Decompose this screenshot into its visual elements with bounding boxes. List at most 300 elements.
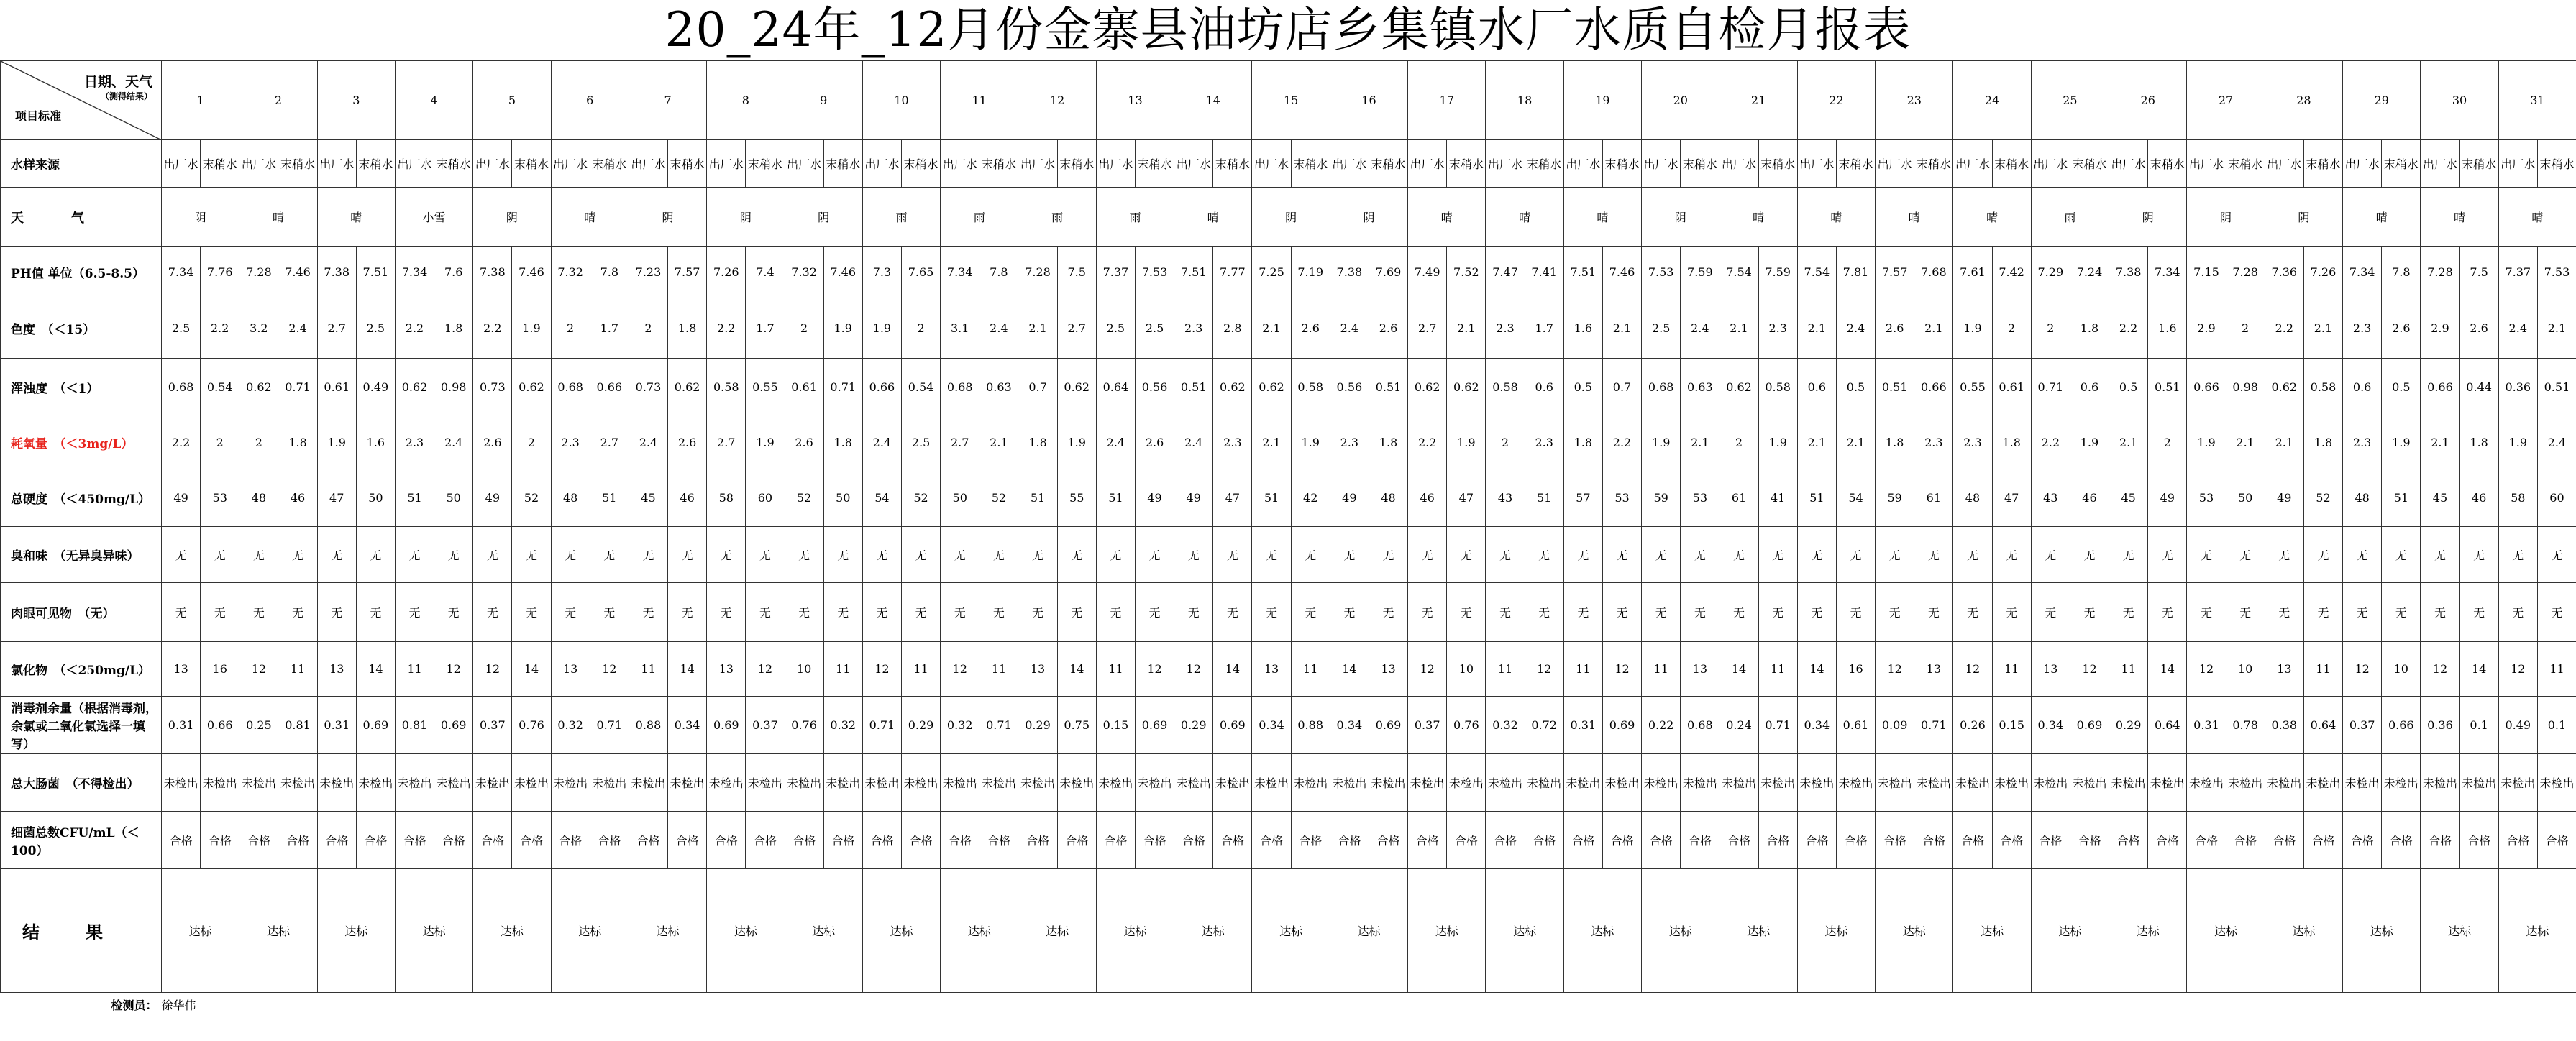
cell-disinfectant-27-tap: 0.78 (2226, 697, 2265, 754)
cell-visible-3-outlet: 无 (317, 583, 356, 642)
cell-turbidity-9-outlet: 0.61 (785, 359, 823, 416)
cell-turbidity-15-outlet: 0.62 (1252, 359, 1291, 416)
weather-day-30: 晴 (2421, 188, 2498, 247)
cell-hardness-9-outlet: 52 (785, 469, 823, 527)
cell-odor-2-tap: 无 (278, 527, 317, 583)
weather-day-21: 晴 (1719, 188, 1797, 247)
cell-bacteria-4-tap: 合格 (434, 812, 473, 869)
cell-oxygen-8-tap: 1.9 (746, 416, 785, 469)
cell-color-8-outlet: 2.2 (707, 298, 746, 359)
cell-visible-5-tap: 无 (512, 583, 551, 642)
result-day-12: 达标 (1018, 869, 1096, 993)
cell-turbidity-10-outlet: 0.66 (862, 359, 901, 416)
cell-visible-24-tap: 无 (1992, 583, 2031, 642)
cell-visible-21-tap: 无 (1758, 583, 1797, 642)
cell-odor-2-outlet: 无 (239, 527, 278, 583)
cell-disinfectant-26-outlet: 0.29 (2109, 697, 2148, 754)
cell-coliform-8-tap: 未检出 (746, 754, 785, 812)
cell-coliform-12-outlet: 未检出 (1018, 754, 1057, 812)
cell-hardness-3-outlet: 47 (317, 469, 356, 527)
cell-bacteria-25-outlet: 合格 (2031, 812, 2070, 869)
cell-ph-1-tap: 7.76 (201, 247, 239, 298)
day-header-10: 10 (862, 61, 940, 140)
footer-blank (395, 993, 2576, 1017)
cell-visible-28-outlet: 无 (2265, 583, 2303, 642)
cell-hardness-17-outlet: 46 (1408, 469, 1447, 527)
row-visible (1, 583, 2576, 642)
cell-oxygen-13-tap: 2.6 (1135, 416, 1174, 469)
cell-hardness-31-tap: 60 (2537, 469, 2576, 527)
cell-turbidity-26-outlet: 0.5 (2109, 359, 2148, 416)
cell-odor-3-tap: 无 (356, 527, 395, 583)
cell-oxygen-7-outlet: 2.4 (629, 416, 667, 469)
cell-chloride-6-outlet: 13 (551, 642, 590, 697)
cell-oxygen-9-outlet: 2.6 (785, 416, 823, 469)
cell-turbidity-8-outlet: 0.58 (707, 359, 746, 416)
cell-chloride-22-outlet: 14 (1797, 642, 1836, 697)
row-odor (1, 527, 2576, 583)
source-outlet-cell: 出厂水 (473, 140, 512, 188)
cell-visible-25-outlet: 无 (2031, 583, 2070, 642)
cell-disinfectant-17-tap: 0.76 (1447, 697, 1486, 754)
cell-color-30-tap: 2.6 (2459, 298, 2498, 359)
source-outlet-cell: 出厂水 (1797, 140, 1836, 188)
cell-oxygen-18-outlet: 2 (1486, 416, 1525, 469)
cell-disinfectant-29-outlet: 0.37 (2343, 697, 2382, 754)
cell-bacteria-24-tap: 合格 (1992, 812, 2031, 869)
cell-coliform-17-outlet: 未检出 (1408, 754, 1447, 812)
cell-odor-3-outlet: 无 (317, 527, 356, 583)
cell-disinfectant-5-outlet: 0.37 (473, 697, 512, 754)
source-outlet-cell: 出厂水 (2265, 140, 2303, 188)
cell-color-15-outlet: 2.1 (1252, 298, 1291, 359)
cell-oxygen-16-outlet: 2.3 (1330, 416, 1369, 469)
cell-visible-6-outlet: 无 (551, 583, 590, 642)
cell-odor-21-outlet: 无 (1719, 527, 1758, 583)
cell-odor-31-tap: 无 (2537, 527, 2576, 583)
cell-turbidity-24-tap: 0.61 (1992, 359, 2031, 416)
cell-turbidity-27-outlet: 0.66 (2187, 359, 2226, 416)
cell-bacteria-13-tap: 合格 (1135, 812, 1174, 869)
cell-oxygen-20-tap: 2.1 (1681, 416, 1719, 469)
result-day-1: 达标 (162, 869, 239, 993)
cell-disinfectant-15-outlet: 0.34 (1252, 697, 1291, 754)
cell-oxygen-23-outlet: 1.8 (1876, 416, 1914, 469)
cell-coliform-6-tap: 未检出 (590, 754, 629, 812)
cell-bacteria-16-tap: 合格 (1369, 812, 1407, 869)
cell-hardness-17-tap: 47 (1447, 469, 1486, 527)
source-outlet-cell: 出厂水 (395, 140, 434, 188)
cell-disinfectant-21-outlet: 0.24 (1719, 697, 1758, 754)
cell-bacteria-22-tap: 合格 (1836, 812, 1875, 869)
cell-coliform-29-outlet: 未检出 (2343, 754, 2382, 812)
cell-visible-14-tap: 无 (1213, 583, 1252, 642)
cell-odor-19-tap: 无 (1602, 527, 1641, 583)
cell-hardness-23-outlet: 59 (1876, 469, 1914, 527)
cell-odor-12-outlet: 无 (1018, 527, 1057, 583)
cell-odor-9-outlet: 无 (785, 527, 823, 583)
cell-disinfectant-28-tap: 0.64 (2303, 697, 2342, 754)
cell-coliform-28-tap: 未检出 (2303, 754, 2342, 812)
cell-visible-22-tap: 无 (1836, 583, 1875, 642)
cell-turbidity-22-outlet: 0.6 (1797, 359, 1836, 416)
cell-ph-3-tap: 7.51 (356, 247, 395, 298)
cell-hardness-27-tap: 50 (2226, 469, 2265, 527)
cell-visible-3-tap: 无 (356, 583, 395, 642)
cell-ph-18-outlet: 7.47 (1486, 247, 1525, 298)
cell-coliform-5-tap: 未检出 (512, 754, 551, 812)
cell-disinfectant-19-outlet: 0.31 (1563, 697, 1602, 754)
water-quality-report-table (0, 60, 2576, 1017)
cell-turbidity-28-tap: 0.58 (2303, 359, 2342, 416)
cell-bacteria-2-outlet: 合格 (239, 812, 278, 869)
result-day-29: 达标 (2343, 869, 2421, 993)
cell-oxygen-6-outlet: 2.3 (551, 416, 590, 469)
cell-odor-8-outlet: 无 (707, 527, 746, 583)
source-tap-cell: 末稍水 (201, 140, 239, 188)
cell-coliform-19-outlet: 未检出 (1563, 754, 1602, 812)
cell-odor-4-outlet: 无 (395, 527, 434, 583)
cell-coliform-8-outlet: 未检出 (707, 754, 746, 812)
page-title: 20_24年_12月份金寨县油坊店乡集镇水厂水质自检月报表 (664, 2, 1912, 58)
cell-chloride-27-tap: 10 (2226, 642, 2265, 697)
cell-disinfectant-21-tap: 0.71 (1758, 697, 1797, 754)
cell-coliform-18-tap: 未检出 (1525, 754, 1563, 812)
cell-bacteria-8-outlet: 合格 (707, 812, 746, 869)
cell-hardness-7-tap: 46 (668, 469, 707, 527)
cell-chloride-2-tap: 11 (278, 642, 317, 697)
cell-turbidity-11-outlet: 0.68 (941, 359, 979, 416)
footer-row (1, 993, 2576, 1017)
cell-oxygen-21-tap: 1.9 (1758, 416, 1797, 469)
cell-hardness-5-tap: 52 (512, 469, 551, 527)
weather-day-6: 晴 (551, 188, 629, 247)
cell-hardness-6-tap: 51 (590, 469, 629, 527)
cell-odor-13-tap: 无 (1135, 527, 1174, 583)
cell-chloride-8-tap: 12 (746, 642, 785, 697)
cell-oxygen-25-outlet: 2.2 (2031, 416, 2070, 469)
cell-coliform-15-outlet: 未检出 (1252, 754, 1291, 812)
cell-bacteria-7-tap: 合格 (668, 812, 707, 869)
cell-ph-19-outlet: 7.51 (1563, 247, 1602, 298)
cell-odor-23-tap: 无 (1914, 527, 1953, 583)
corner-item-standard-label: 项目标准 (15, 109, 62, 123)
weather-day-15: 阴 (1252, 188, 1330, 247)
source-tap-cell: 末稍水 (2537, 140, 2576, 188)
result-day-14: 达标 (1174, 869, 1252, 993)
cell-chloride-14-outlet: 12 (1174, 642, 1213, 697)
cell-ph-19-tap: 7.46 (1602, 247, 1641, 298)
cell-bacteria-31-outlet: 合格 (2498, 812, 2537, 869)
source-tap-cell: 末稍水 (746, 140, 785, 188)
cell-visible-10-outlet: 无 (862, 583, 901, 642)
cell-disinfectant-11-outlet: 0.32 (941, 697, 979, 754)
cell-visible-24-outlet: 无 (1953, 583, 1992, 642)
cell-oxygen-11-tap: 2.1 (979, 416, 1018, 469)
cell-turbidity-2-outlet: 0.62 (239, 359, 278, 416)
cell-disinfectant-31-tap: 0.1 (2537, 697, 2576, 754)
row-bacteria (1, 812, 2576, 869)
cell-turbidity-29-tap: 0.5 (2382, 359, 2421, 416)
source-tap-cell: 末稍水 (1758, 140, 1797, 188)
cell-color-20-outlet: 2.5 (1642, 298, 1681, 359)
cell-odor-28-tap: 无 (2303, 527, 2342, 583)
cell-bacteria-15-tap: 合格 (1291, 812, 1330, 869)
cell-disinfectant-20-tap: 0.68 (1681, 697, 1719, 754)
cell-odor-23-outlet: 无 (1876, 527, 1914, 583)
cell-disinfectant-25-tap: 0.69 (2070, 697, 2109, 754)
cell-hardness-12-outlet: 51 (1018, 469, 1057, 527)
cell-oxygen-17-tap: 1.9 (1447, 416, 1486, 469)
cell-ph-27-outlet: 7.15 (2187, 247, 2226, 298)
cell-ph-24-outlet: 7.61 (1953, 247, 1992, 298)
cell-bacteria-6-tap: 合格 (590, 812, 629, 869)
cell-chloride-31-tap: 11 (2537, 642, 2576, 697)
cell-chloride-6-tap: 12 (590, 642, 629, 697)
cell-coliform-25-outlet: 未检出 (2031, 754, 2070, 812)
cell-bacteria-12-outlet: 合格 (1018, 812, 1057, 869)
cell-turbidity-25-tap: 0.6 (2070, 359, 2109, 416)
cell-visible-21-outlet: 无 (1719, 583, 1758, 642)
row-coliform (1, 754, 2576, 812)
day-header-26: 26 (2109, 61, 2187, 140)
cell-ph-26-tap: 7.34 (2148, 247, 2187, 298)
cell-disinfectant-8-outlet: 0.69 (707, 697, 746, 754)
cell-turbidity-26-tap: 0.51 (2148, 359, 2187, 416)
cell-turbidity-23-outlet: 0.51 (1876, 359, 1914, 416)
cell-chloride-20-outlet: 11 (1642, 642, 1681, 697)
cell-odor-26-outlet: 无 (2109, 527, 2148, 583)
cell-oxygen-14-outlet: 2.4 (1174, 416, 1213, 469)
cell-coliform-30-tap: 未检出 (2459, 754, 2498, 812)
cell-visible-18-outlet: 无 (1486, 583, 1525, 642)
cell-oxygen-27-tap: 2.1 (2226, 416, 2265, 469)
cell-ph-11-outlet: 7.34 (941, 247, 979, 298)
cell-turbidity-8-tap: 0.55 (746, 359, 785, 416)
cell-turbidity-21-tap: 0.58 (1758, 359, 1797, 416)
day-header-7: 7 (629, 61, 706, 140)
cell-chloride-18-outlet: 11 (1486, 642, 1525, 697)
cell-odor-27-tap: 无 (2226, 527, 2265, 583)
cell-ph-16-tap: 7.69 (1369, 247, 1407, 298)
cell-hardness-4-outlet: 51 (395, 469, 434, 527)
cell-visible-23-tap: 无 (1914, 583, 1953, 642)
cell-turbidity-5-tap: 0.62 (512, 359, 551, 416)
cell-visible-26-tap: 无 (2148, 583, 2187, 642)
source-tap-cell: 末稍水 (356, 140, 395, 188)
cell-hardness-6-outlet: 48 (551, 469, 590, 527)
row-color (1, 298, 2576, 359)
result-day-6: 达标 (551, 869, 629, 993)
cell-chloride-19-tap: 12 (1602, 642, 1641, 697)
cell-bacteria-6-outlet: 合格 (551, 812, 590, 869)
cell-color-7-outlet: 2 (629, 298, 667, 359)
cell-color-16-outlet: 2.4 (1330, 298, 1369, 359)
cell-bacteria-22-outlet: 合格 (1797, 812, 1836, 869)
source-outlet-cell: 出厂水 (1486, 140, 1525, 188)
cell-coliform-2-outlet: 未检出 (239, 754, 278, 812)
cell-bacteria-17-tap: 合格 (1447, 812, 1486, 869)
cell-hardness-18-outlet: 43 (1486, 469, 1525, 527)
cell-color-3-tap: 2.5 (356, 298, 395, 359)
weather-day-19: 晴 (1563, 188, 1641, 247)
cell-ph-6-outlet: 7.32 (551, 247, 590, 298)
cell-disinfectant-20-outlet: 0.22 (1642, 697, 1681, 754)
cell-visible-19-tap: 无 (1602, 583, 1641, 642)
cell-oxygen-25-tap: 1.9 (2070, 416, 2109, 469)
result-day-19: 达标 (1563, 869, 1641, 993)
cell-bacteria-11-outlet: 合格 (941, 812, 979, 869)
source-outlet-cell: 出厂水 (162, 140, 201, 188)
cell-bacteria-31-tap: 合格 (2537, 812, 2576, 869)
cell-disinfectant-4-outlet: 0.81 (395, 697, 434, 754)
day-header-2: 2 (239, 61, 317, 140)
cell-bacteria-30-tap: 合格 (2459, 812, 2498, 869)
source-outlet-cell: 出厂水 (1719, 140, 1758, 188)
source-outlet-cell: 出厂水 (1174, 140, 1213, 188)
cell-odor-25-outlet: 无 (2031, 527, 2070, 583)
cell-oxygen-15-outlet: 2.1 (1252, 416, 1291, 469)
result-day-16: 达标 (1330, 869, 1407, 993)
cell-oxygen-3-outlet: 1.9 (317, 416, 356, 469)
cell-coliform-13-outlet: 未检出 (1096, 754, 1135, 812)
weather-day-2: 晴 (239, 188, 317, 247)
cell-coliform-11-tap: 未检出 (979, 754, 1018, 812)
cell-turbidity-6-outlet: 0.68 (551, 359, 590, 416)
cell-color-8-tap: 1.7 (746, 298, 785, 359)
cell-hardness-12-tap: 55 (1057, 469, 1096, 527)
cell-coliform-24-outlet: 未检出 (1953, 754, 1992, 812)
cell-hardness-10-tap: 52 (901, 469, 940, 527)
cell-turbidity-3-tap: 0.49 (356, 359, 395, 416)
source-outlet-cell: 出厂水 (941, 140, 979, 188)
cell-color-12-tap: 2.7 (1057, 298, 1096, 359)
cell-hardness-26-tap: 49 (2148, 469, 2187, 527)
cell-ph-9-tap: 7.46 (823, 247, 862, 298)
day-header-5: 5 (473, 61, 551, 140)
cell-color-29-outlet: 2.3 (2343, 298, 2382, 359)
cell-bacteria-9-tap: 合格 (823, 812, 862, 869)
cell-ph-25-outlet: 7.29 (2031, 247, 2070, 298)
source-tap-cell: 末稍水 (2070, 140, 2109, 188)
cell-coliform-1-tap: 未检出 (201, 754, 239, 812)
cell-chloride-13-outlet: 11 (1096, 642, 1135, 697)
cell-hardness-15-outlet: 51 (1252, 469, 1291, 527)
cell-oxygen-30-outlet: 2.1 (2421, 416, 2459, 469)
cell-hardness-13-outlet: 51 (1096, 469, 1135, 527)
cell-turbidity-18-outlet: 0.58 (1486, 359, 1525, 416)
cell-oxygen-28-tap: 1.8 (2303, 416, 2342, 469)
cell-color-17-outlet: 2.7 (1408, 298, 1447, 359)
row-turbidity (1, 359, 2576, 416)
cell-odor-24-outlet: 无 (1953, 527, 1992, 583)
cell-turbidity-13-tap: 0.56 (1135, 359, 1174, 416)
cell-hardness-13-tap: 49 (1135, 469, 1174, 527)
cell-coliform-31-outlet: 未检出 (2498, 754, 2537, 812)
cell-ph-11-tap: 7.8 (979, 247, 1018, 298)
day-header-9: 9 (785, 61, 862, 140)
day-header-30: 30 (2421, 61, 2498, 140)
cell-odor-31-outlet: 无 (2498, 527, 2537, 583)
cell-chloride-24-outlet: 12 (1953, 642, 1992, 697)
cell-odor-29-tap: 无 (2382, 527, 2421, 583)
cell-hardness-20-tap: 53 (1681, 469, 1719, 527)
cell-turbidity-14-outlet: 0.51 (1174, 359, 1213, 416)
source-outlet-cell: 出厂水 (2421, 140, 2459, 188)
cell-color-1-outlet: 2.5 (162, 298, 201, 359)
cell-color-5-tap: 1.9 (512, 298, 551, 359)
cell-odor-24-tap: 无 (1992, 527, 2031, 583)
cell-oxygen-10-tap: 2.5 (901, 416, 940, 469)
cell-hardness-16-tap: 48 (1369, 469, 1407, 527)
cell-disinfectant-4-tap: 0.69 (434, 697, 473, 754)
result-day-25: 达标 (2031, 869, 2109, 993)
cell-bacteria-29-outlet: 合格 (2343, 812, 2382, 869)
cell-bacteria-13-outlet: 合格 (1096, 812, 1135, 869)
cell-turbidity-20-tap: 0.63 (1681, 359, 1719, 416)
cell-color-11-outlet: 3.1 (941, 298, 979, 359)
cell-oxygen-5-outlet: 2.6 (473, 416, 512, 469)
cell-hardness-25-tap: 46 (2070, 469, 2109, 527)
cell-oxygen-22-outlet: 2.1 (1797, 416, 1836, 469)
cell-turbidity-22-tap: 0.5 (1836, 359, 1875, 416)
cell-visible-8-tap: 无 (746, 583, 785, 642)
source-outlet-cell: 出厂水 (2498, 140, 2537, 188)
row-disinfectant (1, 697, 2576, 754)
cell-coliform-15-tap: 未检出 (1291, 754, 1330, 812)
cell-hardness-22-tap: 54 (1836, 469, 1875, 527)
day-header-31: 31 (2498, 61, 2576, 140)
label-ph: PH值 单位（6.5-8.5） (1, 247, 162, 298)
cell-turbidity-7-tap: 0.62 (668, 359, 707, 416)
cell-ph-22-tap: 7.81 (1836, 247, 1875, 298)
cell-bacteria-5-tap: 合格 (512, 812, 551, 869)
cell-hardness-1-tap: 53 (201, 469, 239, 527)
cell-coliform-6-outlet: 未检出 (551, 754, 590, 812)
cell-chloride-7-tap: 14 (668, 642, 707, 697)
cell-hardness-7-outlet: 45 (629, 469, 667, 527)
cell-disinfectant-8-tap: 0.37 (746, 697, 785, 754)
cell-chloride-3-outlet: 13 (317, 642, 356, 697)
cell-disinfectant-13-outlet: 0.15 (1096, 697, 1135, 754)
source-outlet-cell: 出厂水 (2187, 140, 2226, 188)
cell-visible-17-outlet: 无 (1408, 583, 1447, 642)
cell-oxygen-12-outlet: 1.8 (1018, 416, 1057, 469)
cell-turbidity-30-tap: 0.44 (2459, 359, 2498, 416)
cell-hardness-27-outlet: 53 (2187, 469, 2226, 527)
cell-disinfectant-27-outlet: 0.31 (2187, 697, 2226, 754)
source-tap-cell: 末稍水 (590, 140, 629, 188)
source-tap-cell: 末稍水 (1992, 140, 2031, 188)
cell-odor-18-outlet: 无 (1486, 527, 1525, 583)
cell-color-31-outlet: 2.4 (2498, 298, 2537, 359)
weather-day-23: 晴 (1876, 188, 1953, 247)
cell-chloride-18-tap: 12 (1525, 642, 1563, 697)
result-day-27: 达标 (2187, 869, 2265, 993)
cell-disinfectant-10-outlet: 0.71 (862, 697, 901, 754)
cell-disinfectant-3-outlet: 0.31 (317, 697, 356, 754)
cell-hardness-18-tap: 51 (1525, 469, 1563, 527)
cell-disinfectant-22-outlet: 0.34 (1797, 697, 1836, 754)
cell-bacteria-10-outlet: 合格 (862, 812, 901, 869)
cell-odor-17-outlet: 无 (1408, 527, 1447, 583)
source-outlet-cell: 出厂水 (551, 140, 590, 188)
cell-color-10-outlet: 1.9 (862, 298, 901, 359)
cell-ph-7-outlet: 7.23 (629, 247, 667, 298)
cell-visible-2-outlet: 无 (239, 583, 278, 642)
cell-coliform-21-tap: 未检出 (1758, 754, 1797, 812)
cell-visible-10-tap: 无 (901, 583, 940, 642)
